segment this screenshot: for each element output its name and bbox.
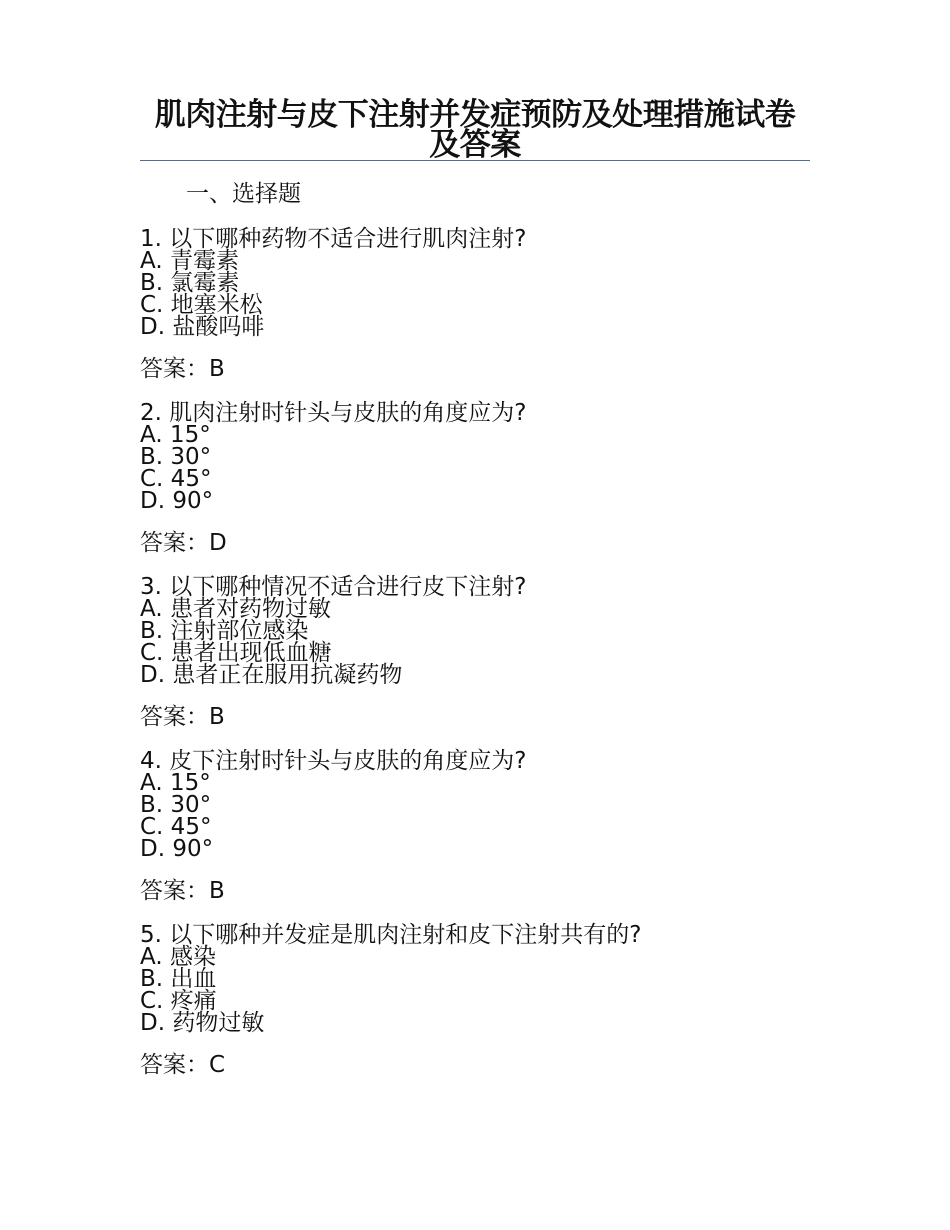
- section-heading: 一、选择题: [186, 181, 301, 207]
- option-a: A. 15°: [140, 422, 211, 448]
- answer-1: 答案：B: [140, 356, 225, 382]
- question-2: [140, 402, 526, 512]
- option-c: C. 患者出现低血糖: [140, 640, 332, 666]
- option-d: D. 患者正在服用抗凝药物: [140, 662, 403, 688]
- option-b: B. 氯霉素: [140, 270, 240, 296]
- answer-2: 答案：D: [140, 530, 227, 556]
- option-d: D. 90°: [140, 488, 214, 514]
- answer-5: 答案：C: [140, 1052, 226, 1078]
- option-c: C. 地塞米松: [140, 292, 263, 318]
- option-d: D. 盐酸吗啡: [140, 314, 265, 340]
- option-c: C. 45°: [140, 814, 212, 840]
- option-a: A. 青霉素: [140, 248, 239, 274]
- question-4: [140, 750, 526, 860]
- option-a: A. 患者对药物过敏: [140, 596, 331, 622]
- question-stem: 4. 皮下注射时针头与皮肤的角度应为?: [140, 748, 527, 774]
- question-stem: 1. 以下哪种药物不适合进行肌肉注射?: [140, 226, 527, 252]
- option-d: D. 90°: [140, 836, 214, 862]
- question-3: [140, 576, 526, 686]
- option-b: B. 30°: [140, 792, 212, 818]
- question-stem: 3. 以下哪种情况不适合进行皮下注射?: [140, 574, 527, 600]
- option-a: A. 感染: [140, 944, 216, 970]
- question-stem: 2. 肌肉注射时针头与皮肤的角度应为?: [140, 400, 527, 426]
- option-a: A. 15°: [140, 770, 211, 796]
- option-c: C. 疼痛: [140, 988, 217, 1014]
- option-b: B. 出血: [140, 966, 217, 992]
- option-c: C. 45°: [140, 466, 212, 492]
- question-stem: 5. 以下哪种并发症是肌肉注射和皮下注射共有的?: [140, 922, 642, 948]
- title-underline: [140, 160, 810, 161]
- option-d: D. 药物过敏: [140, 1010, 265, 1036]
- question-1: [140, 228, 526, 338]
- question-5: [140, 924, 641, 1034]
- answer-3: 答案：B: [140, 704, 225, 730]
- document-title: 肌肉注射与皮下注射并发症预防及处理措施试卷及答案: [154, 97, 796, 163]
- option-b: B. 注射部位感染: [140, 618, 309, 644]
- option-b: B. 30°: [140, 444, 212, 470]
- answer-4: 答案：B: [140, 878, 225, 904]
